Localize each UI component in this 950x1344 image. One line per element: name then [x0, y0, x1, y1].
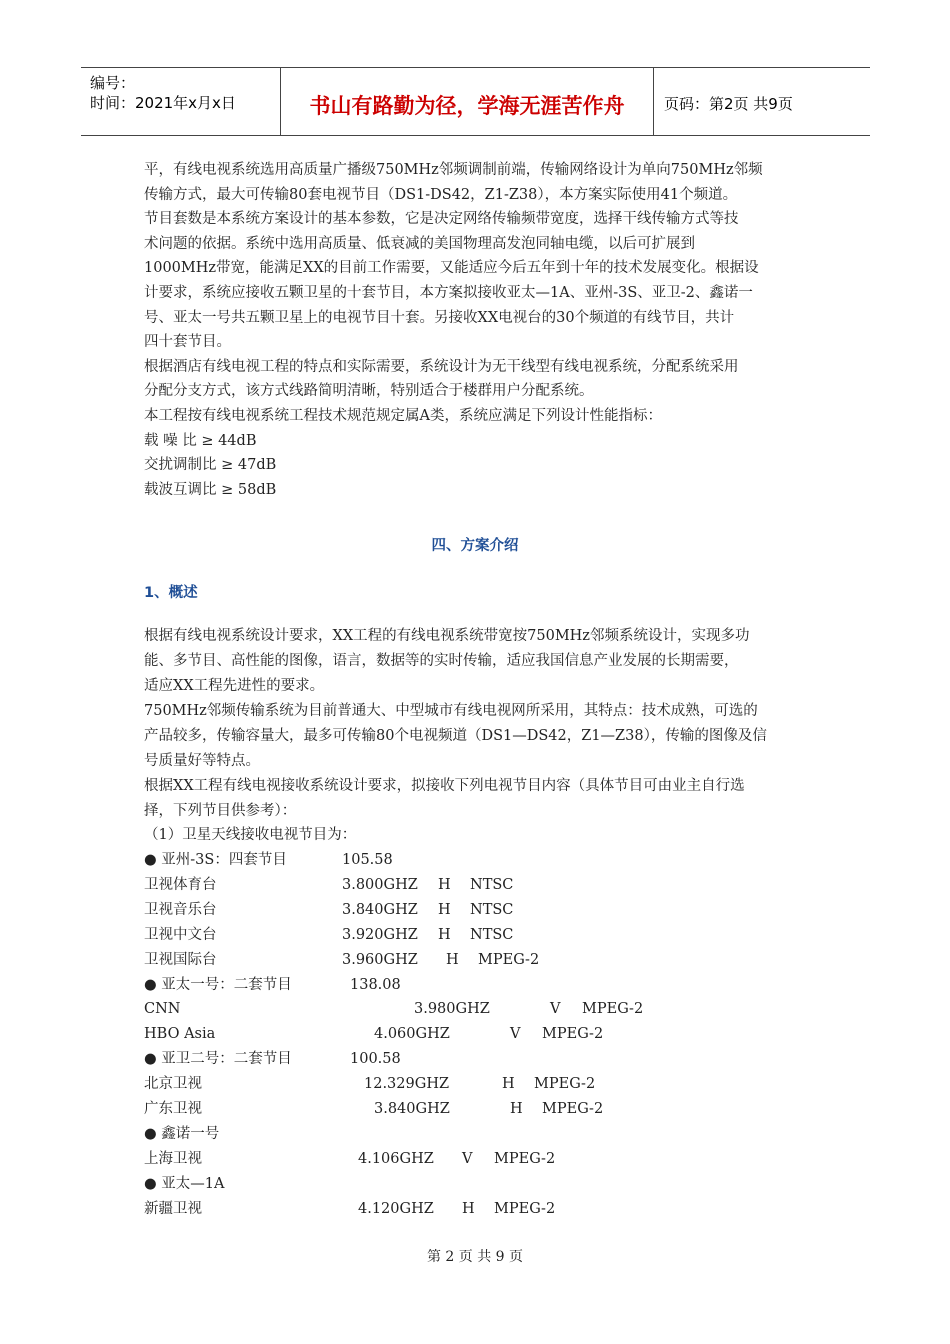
- channel-name: 卫视体育台: [144, 876, 217, 893]
- polarization: H: [438, 876, 451, 893]
- format: MPEG-2: [478, 951, 540, 968]
- frequency: 3.840GHZ: [342, 901, 418, 918]
- frequency: 12.329GHZ: [364, 1076, 450, 1093]
- text-line: 根据酒店有线电视工程的特点和实际需要，系统设计为无干线型有线电视系统，分配系统采用: [144, 358, 739, 375]
- frequency: 3.840GHZ: [374, 1101, 450, 1117]
- frequency: 3.800GHZ: [342, 876, 418, 893]
- frequency: 105.58: [342, 852, 393, 868]
- polarization: H: [462, 1200, 475, 1217]
- frequency: 100.58: [350, 1051, 401, 1068]
- polarization: V: [510, 1026, 521, 1043]
- text-line: 本工程按有线电视系统工程技术规范规定属A类，系统应满足下列设计性能指标：: [144, 408, 662, 424]
- polarization: H: [446, 951, 459, 968]
- frequency: 3.920GHZ: [342, 926, 418, 943]
- channel-name: ● 亚州-3S：四套节目: [144, 852, 287, 868]
- channel-name: ● 亚太一号：二套节目: [144, 976, 292, 993]
- format: NTSC: [470, 926, 514, 943]
- text-line: 根据有线电视系统设计要求，XX工程的有线电视系统带宽按750MHz邻频系统设计，实现多功: [144, 628, 750, 644]
- text-line: 术问题的依据。系统中选用高质量、低衰减的美国物理高发泡同轴电缆，以后可扩展到: [144, 235, 695, 252]
- header-page-info: 页码：第2页 共9页: [664, 95, 793, 113]
- polarization: H: [438, 901, 451, 918]
- polarization: V: [550, 1001, 561, 1018]
- text-line: 交扰调制比 ≥ 47dB: [144, 457, 277, 474]
- document-number-label: 编号：: [90, 74, 136, 92]
- frequency: 4.120GHZ: [358, 1200, 434, 1217]
- format: NTSC: [470, 876, 514, 893]
- channel-name: ● 鑫诺一号: [144, 1125, 220, 1142]
- text-line: 计要求，系统应接收五颗卫星的十套节目，本方案拟接收亚太—1A、亚州-3S、亚卫-2、鑫诺一: [144, 285, 753, 301]
- channel-name: 卫视中文台: [144, 926, 217, 943]
- text-line: 根据XX工程有线电视接收系统设计要求，拟接收下列电视节目内容（具体节目可由业主自行选: [144, 778, 745, 794]
- channel-name: 卫视音乐台: [144, 901, 217, 918]
- subsection-title: 1、概述: [144, 585, 198, 601]
- channel-name: CNN: [144, 1001, 181, 1018]
- channel-name: 北京卫视: [144, 1076, 202, 1093]
- channel-name: 新疆卫视: [144, 1200, 202, 1217]
- channel-name: 上海卫视: [144, 1150, 202, 1167]
- page-header: [81, 67, 870, 136]
- format: MPEG-2: [542, 1026, 604, 1043]
- format: NTSC: [470, 901, 514, 918]
- text-line: 四十套节目。: [144, 334, 231, 351]
- text-line: 传输方式，最大可传输80套电视节目（DS1-DS42，Z1-Z38），本方案实际使用41个频道。: [144, 186, 738, 203]
- channel-name: HBO Asia: [144, 1026, 216, 1043]
- format: MPEG-2: [542, 1101, 604, 1117]
- text-line: 适应XX工程先进性的要求。: [144, 678, 325, 694]
- text-line: 择，下列节目供参考）：: [144, 803, 297, 819]
- channel-name: ● 亚太—1A: [144, 1175, 225, 1192]
- polarization: H: [502, 1076, 515, 1093]
- text-line: 号质量好等特点。: [144, 753, 260, 769]
- frequency: 138.08: [350, 976, 401, 993]
- frequency: 3.980GHZ: [414, 1001, 490, 1018]
- format: MPEG-2: [534, 1076, 596, 1093]
- section-title: 四、方案介绍: [431, 538, 519, 554]
- page-footer: 第 2 页 共 9 页: [426, 1249, 524, 1265]
- text-line: 节目套数是本系统方案设计的基本参数，它是决定网络传输频带宽度，选择干线传输方式等技: [144, 211, 739, 228]
- document-date: 时间：2021年x月x日: [90, 94, 236, 112]
- polarization: H: [438, 926, 451, 943]
- text-line: 号、亚太一号共五颗卫星上的电视节目十套。另接收XX电视台的30个频道的有线节目，共计: [144, 309, 735, 326]
- text-line: 载波互调比 ≥ 58dB: [144, 481, 277, 498]
- polarization: H: [510, 1101, 523, 1117]
- frequency: 4.106GHZ: [358, 1150, 434, 1167]
- frequency: 4.060GHZ: [374, 1026, 450, 1043]
- text-line: 产品较多，传输容量大，最多可传输80个电视频道（DS1—DS42，Z1—Z38），传输的图像及信: [144, 728, 767, 744]
- text-line: （1）卫星天线接收电视节目为：: [144, 827, 357, 843]
- channel-name: 卫视国际台: [144, 951, 217, 968]
- header-slogan: 书山有路勤为径，学海无涯苦作舟: [281, 68, 654, 135]
- format: MPEG-2: [494, 1200, 556, 1217]
- channel-name: 广东卫视: [144, 1101, 202, 1117]
- text-line: 平，有线电视系统选用高质量广播级750MHz邻频调制前端，传输网络设计为单向750MHz邻频: [144, 162, 763, 178]
- frequency: 3.960GHZ: [342, 951, 418, 968]
- text-line: 分配分支方式，该方式线路简明清晰，特别适合于楼群用户分配系统。: [144, 383, 594, 400]
- format: MPEG-2: [582, 1001, 644, 1018]
- header-meta: [81, 68, 281, 135]
- text-line: 750MHz邻频传输系统为目前普通大、中型城市有线电视网所采用，其特点：技术成熟，可选的: [144, 703, 758, 719]
- text-line: 载 噪 比 ≥ 44dB: [144, 432, 257, 449]
- channel-name: ● 亚卫二号：二套节目: [144, 1051, 292, 1068]
- format: MPEG-2: [494, 1150, 556, 1167]
- text-line: 1000MHz带宽，能满足XX的目前工作需要，又能适应今后五年到十年的技术发展变化。根据设: [144, 260, 759, 277]
- text-line: 能、多节目、高性能的图像，语言，数据等的实时传输，适应我国信息产业发展的长期需要，: [144, 653, 739, 669]
- polarization: V: [462, 1150, 473, 1167]
